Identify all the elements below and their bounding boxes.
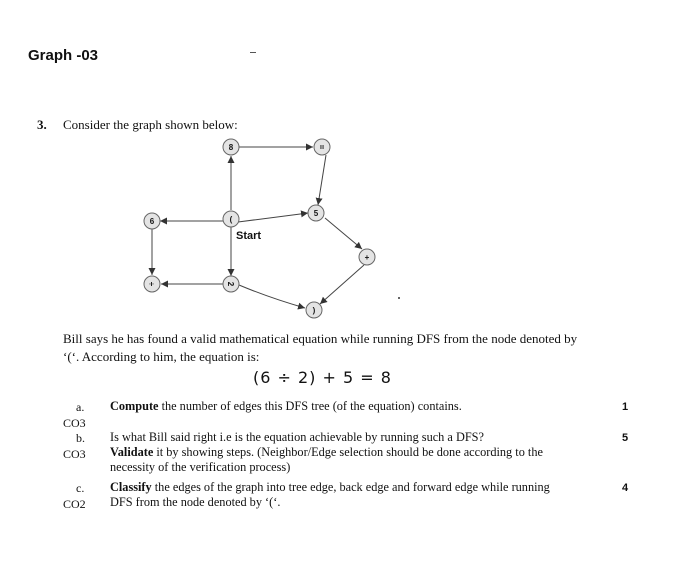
edge-plus-to-closeparen [320,265,364,304]
graph-node-label: 5 [313,209,319,218]
edge-equals-to-5 [318,155,326,205]
edge-5-to-plus [325,218,362,249]
subquestion-b-marks: 5 [622,432,629,444]
graph-node-label: ÷ [147,281,156,287]
subquestion-a-letter: a. [76,400,85,414]
graph-node-label: 6 [149,217,155,226]
equation: (6 ÷ 2) + 5 = 8 [253,368,392,387]
subquestion-a-co: CO3 [63,416,86,430]
graph-node-label: ( [229,215,233,224]
graph-node-label: + [364,253,370,262]
graph-node-label: ) [312,306,316,315]
subquestion-c-text: Classify the edges of the graph into tree edge, back edge and forward edge while running DFS from the node denoted by ‘(‘. [110,480,550,509]
stray-dot [398,297,400,299]
stray-mark [250,52,256,53]
subquestion-a-text: Compute the number of edges this DFS tree (of the equation) contains. [110,399,462,413]
graph-diagram [130,130,390,320]
graph-node-label: 8 [228,143,234,152]
edge-2-to-closeparen [239,285,305,308]
question-intro: Consider the graph shown below: [63,117,238,132]
document-title: Graph -03 [28,47,99,64]
edge-openparen-to-5 [238,213,308,222]
subquestion-a-marks: 1 [622,401,629,413]
subquestion-c-co: CO2 [63,497,86,511]
subquestion-b-letter: b. [76,431,85,445]
subquestion-b-co: CO3 [63,447,86,461]
statement-line-2: ‘(‘. According to him, the equation is: [63,349,260,364]
start-label: Start [236,230,262,242]
subquestion-c-marks: 4 [622,482,629,494]
subquestion-b-text: Is what Bill said right i.e is the equation achievable by running such a DFS? Validate it by showing steps. (Neighbor/Edge selection should be done according to the necessity of the verification process) [110,430,543,474]
subquestion-c-letter: c. [76,481,85,495]
graph-node-label: = [317,144,326,150]
question-number: 3. [37,117,47,132]
statement-line-1: Bill says he has found a valid mathematical equation while running DFS from the node denoted by [63,331,578,346]
graph-node-label: 2 [226,281,235,287]
